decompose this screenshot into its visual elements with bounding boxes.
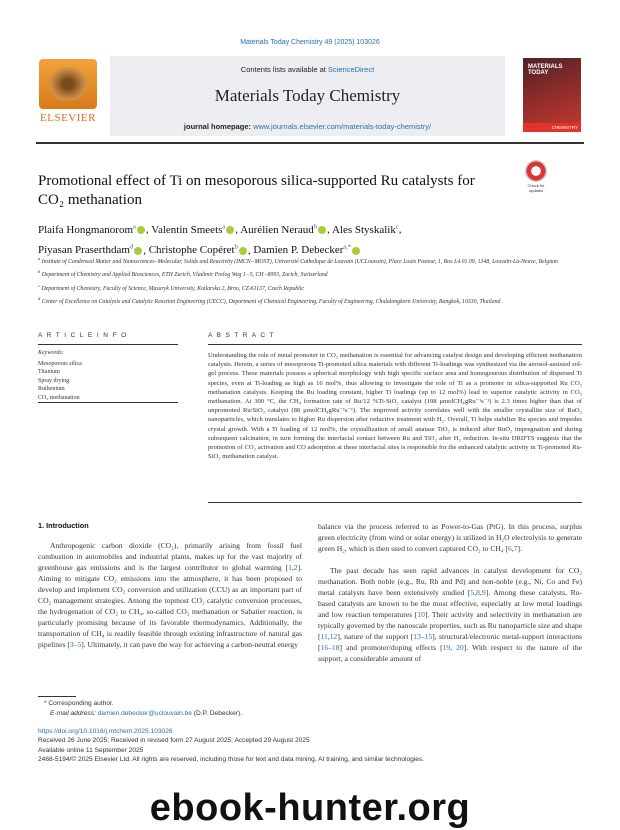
watermark: ebook-hunter.org [149, 787, 471, 829]
article-info-rule [38, 344, 178, 345]
orcid-icon[interactable] [226, 226, 234, 234]
citation-link[interactable]: 12 [329, 632, 338, 641]
keyword: CO₂ methanation [38, 394, 80, 401]
section-heading: 1. Introduction [38, 521, 89, 530]
body-text: , [479, 588, 482, 597]
affiliation-item: $^a$ Institute of Condensed Matter and Nanosciences–Molecular, Solids and Reactivity (IMCN−MOST), Université Catholique de Louvain (UCLouvain), Place Louis Pasteur, 1, Box L4.01.09, 1348, Louvain-La-Neuve, Belgium [38, 256, 558, 265]
author[interactable]: Ales Styskalik$^c$ [331, 223, 399, 236]
citation-link[interactable]: 11 [320, 632, 328, 641]
keyword: Ruthenium [38, 386, 65, 393]
article-info-label: A R T I C L E I N F O [38, 332, 128, 339]
elsevier-logo[interactable] [36, 59, 100, 131]
check-for-updates-button[interactable]: Check for updates [522, 160, 550, 194]
orcid-icon[interactable] [137, 226, 145, 234]
affiliation-item: $^c$ Department of Chemistry, Faculty of Science, Masaryk University, Kotlarska 2, Brno, CZ-61137, Czech Republic [38, 282, 304, 292]
citation-link[interactable]: 8 [476, 588, 480, 597]
citation-link[interactable]: 20 [456, 643, 464, 652]
citation-link[interactable]: 5 [470, 588, 475, 597]
body-text: ]. With respect to the nature of the support, a considerable amount of [318, 643, 582, 663]
journal-name: Materials Today Chemistry [214, 86, 401, 105]
body-text: ]. Ultimately, it can pave the way for achieving a carbon-neutral energy [81, 640, 298, 649]
intro-paragraph-1 [38, 540, 302, 650]
orcid-icon[interactable] [318, 226, 326, 234]
body-text: , [291, 563, 294, 572]
author[interactable]: Aurélien Neraud$^b$ [240, 224, 327, 236]
article-history [38, 727, 583, 765]
received-dates: Received 26 June 2025; Received in revised form 27 August 2025; Accepted 29 August 2025 [38, 737, 310, 745]
affiliation-item: $^d$ Center of Excellence on Catalysis and Catalytic Reaction Engineering (CECC), Department of Chemical Engineering, Faculty of Engineering, Chulalongkorn University, Bangkok, 10330, Thailand [38, 296, 501, 306]
citation-link[interactable]: 3–5 [69, 640, 82, 649]
citation-link[interactable]: 19 [442, 643, 451, 652]
check-updates-icon [525, 160, 547, 182]
citation-link[interactable]: 2 [293, 563, 298, 572]
keyword: Titanium [38, 369, 60, 376]
intro-paragraph-2 [318, 565, 582, 664]
citation-link[interactable]: 13–15 [413, 632, 433, 641]
author[interactable]: Damien P. Debecker$^{a,*}$ [253, 244, 361, 256]
corresponding-author-note: * Corresponding author. [44, 700, 114, 707]
author[interactable]: Christophe Copéret$^b$ [149, 244, 248, 256]
citation-link[interactable]: 10 [417, 610, 425, 619]
footnote-rule [38, 696, 76, 697]
citation-link[interactable]: 6 [507, 544, 512, 553]
keyword: Mesoporous silica [38, 361, 82, 367]
body-text: , [474, 588, 477, 597]
citation-link[interactable]: 9 [481, 588, 486, 597]
contents-line: Contents lists available at ScienceDirect [240, 65, 375, 74]
keyword: Spray drying [38, 377, 70, 384]
keywords-list [38, 360, 168, 402]
author-list: Plaifa Hongmanorom$^a$ , Valentin Smeets$^a$ , Aurélien Neraud$^b$ , Ales Styskalik$^c$, Piyasan Praserthdam$^d$ , Christophe Copéret$^b$ , Damien P. Debecker$^{a,*}$ [38, 223, 402, 257]
body-text: ], structural/electronic metal-support interactions [ [318, 632, 582, 652]
header-divider [36, 142, 584, 144]
journal-cover-image[interactable] [523, 58, 581, 132]
author[interactable]: Valentin Smeets$^a$ [151, 224, 235, 236]
journal-reference[interactable]: Materials Today Chemistry 49 (2025) 103026 [240, 39, 380, 46]
body-text: balance via the process referred to as Power-to-Gas (PtG). In this process, surplus green electricity (from wind or solar energy) is utilized in H₂O electrolysis to generate green H₂, which is then used to convert captured CO₂ to CH₄ [ [318, 522, 582, 553]
body-text: ]. [517, 544, 522, 553]
body-text: , [511, 544, 514, 553]
body-text: ] and promoter/doping effects [ [339, 643, 443, 652]
copyright: 2468-5194/© 2025 Elsevier Ltd. All rights are reserved, including those for text and data mining, AI training, and similar technologies. [38, 756, 425, 764]
keywords-heading: Keywords: [38, 350, 64, 356]
homepage-link[interactable]: www.journals.elsevier.com/materials-today-chemistry/ [253, 122, 432, 131]
body-text: ]. Among these catalysts, Ru-based catalysts are known to be the most effective, especially at low metal loadings and low reaction temperatures [ [318, 588, 582, 619]
available-online: Available online 11 September 2025 [38, 746, 144, 754]
email-link[interactable]: damien.debecker@uclouvain.be [97, 710, 192, 717]
abstract-rule [208, 344, 582, 345]
body-text: ]. Their activity and selectivity in methanation are typically governed by the nanoscale properties, such as Ru nanoparticle size and shape [ [318, 610, 582, 641]
abstract-label: A B S T R A C T [208, 332, 275, 339]
author[interactable]: Plaifa Hongmanorom$^a$ [38, 224, 146, 236]
body-text: Anthropogenic carbon dioxide (CO₂), primarily arising from fossil fuel combustion in automobiles and industrial plants, makes up for the vast majority of greenhouse gas emissions and is the largest contributor to global warming [ [38, 541, 302, 572]
cover-footer: CHEMISTRY [523, 123, 581, 132]
affiliations [38, 254, 583, 308]
cover-title: MATERIALS TODAY [528, 64, 563, 76]
body-text: The past decade has seen rapid advances in catalyst development for CO₂ methanation. Both noble (e.g., Ru, Rh and Pd) and non-noble (e.g., Ni, Co and Fe) metal catalysts have been extensively studied [ [318, 566, 582, 597]
body-text: ]. Aiming to mitigate CO₂ emissions into the atmosphere, it has been proposed to develop and implement CO₂ conversion and utilization (CCU) as an important part of CO₂ management strategies. Among the topmost CO₂ catalytic conversion processes, the hydrogenation of CO₂ to CH₄, so-called CO₂ methanation or Sabatier reaction, is particularly promising because of its favorable thermodynamics. Additionally, the transportation of CH₄ is readily feasible through existing infrastructure of natural gas pipelines [ [38, 563, 302, 649]
journal-homepage: journal homepage: www.journals.elsevier.com/materials-today-chemistry/ [183, 122, 432, 131]
elsevier-tree-icon [39, 59, 97, 109]
author[interactable]: Piyasan Praserthdam$^d$ [38, 244, 143, 256]
body-text: , [327, 632, 330, 641]
publisher-name: ELSEVIER [40, 112, 96, 124]
citation-link[interactable]: 7 [513, 544, 518, 553]
footnote: * Corresponding author. E-mail address: damien.debecker@uclouvain.be (D.P. Debecker). [38, 699, 338, 719]
citation-link[interactable]: 1 [288, 563, 292, 572]
abstract-text: Understanding the role of metal promoter in CO₂ methanation is essential for advancing catalyst design and developing efficient methanation catalysts. Herein, a series of mesoporous Ti-promoted silica materials with different Ti-loadings was synthesized via the aerosol-assisted sol-gel process. These materials possess a spherical morphology with high specific surface area and homogeneous distribution of dispersed Ti species, even at Ti-loading as high as 16 mol%, thus allowing to investigate the role of Ti as a promoter in silica-supported Ru CO₂ methanation catalysts. Keeping the Ru loading constant, higher Ti loadings (up to 12 mol%) lead to superior catalytic activity in CO₂ methanation. At 300 °C, the CH₄ formation rate of Ru/12 %Ti-SiO₂ catalyst (198 μmolCH₄gRu⁻¹s⁻¹) is 2.3 times higher than that of unpromoted Ru/SiO₂ catalyst (88 μmolCH₄gRu⁻¹s⁻¹). The improved activity correlates well with the smaller crystallite size of RuO₂ nanoparticles, which translates to higher Ru dispersion after reductive treatment with H₂. Overall, Ti helps stabilize Ru species and impedes crystal growth. With a Ti loading of 12 mol%, the crystallization of small anatase TiO₂ is induced after RuO₂ impregnation and during subsequent calcination, in turn forming the interfacial contact between Ru and TiO₂ after H₂ reduction. In-situ DRIFTS suggests that the promotion of CO₂ activation and CO adsorption at these interfacial sites is responsible for the enhanced catalytic activity in Ti-promoted Ru-SiO₂ methanation catalyst. [208, 352, 582, 461]
sciencedirect-link[interactable]: ScienceDirect [327, 65, 375, 74]
intro-paragraph-1-cont [318, 521, 582, 554]
paper-title: Promotional effect of Ti on mesoporous silica-supported Ru catalysts for CO₂ methanation [38, 173, 475, 208]
affiliation-item: $^b$ Department of Chemistry and Applied Biosciences, ETH Zurich, Vladimir Prelog Weg 1−5, CH−8093, Zurich, Switzerland [38, 269, 328, 279]
doi-link[interactable]: https://doi.org/10.1016/j.mtchem.2025.103026 [38, 728, 173, 735]
keywords-rule [38, 402, 178, 403]
citation-link[interactable]: 16–18 [320, 643, 340, 652]
body-text: ], nature of the support [ [337, 632, 414, 641]
abstract-bottom-rule [208, 502, 582, 503]
body-text: , [450, 643, 457, 652]
